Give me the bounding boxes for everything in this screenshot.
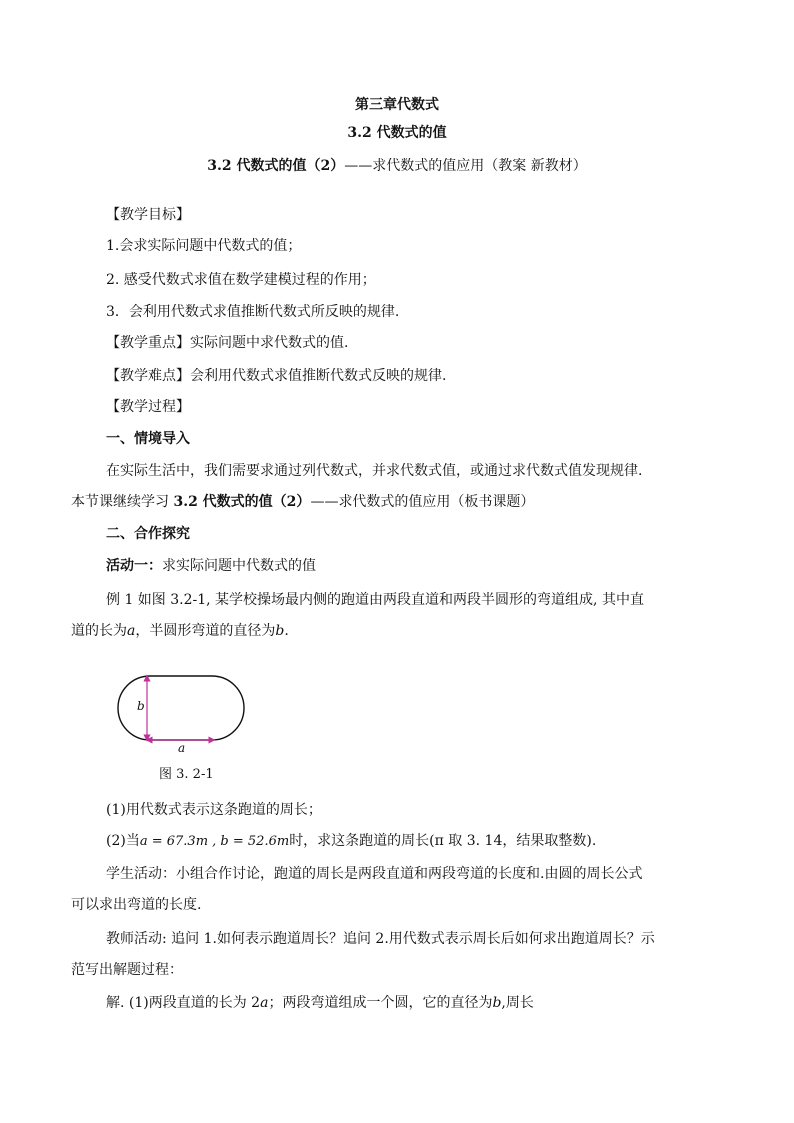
var-b: b	[275, 623, 285, 639]
question-2-condition: a = 67.3m , b = 52.6m	[139, 834, 290, 849]
process-label: 【教学过程】	[106, 399, 190, 415]
teacher-line2: 范写出解题过程：	[71, 962, 183, 978]
solution-pre: 解. (1)两段直道的长为 2	[106, 995, 261, 1011]
objectives-label: 【教学目标】	[106, 207, 190, 223]
difficulty-label: 【教学难点】	[106, 368, 190, 384]
objective-item: 3．会利用代数式求值推断代数式所反映的规律.	[106, 304, 400, 320]
question-1: (1)用代数式表示这条跑道的周长；	[106, 802, 322, 818]
activity-text: 求实际问题中代数式的值	[162, 558, 316, 574]
key-point	[106, 333, 348, 353]
lesson-title-bold: 3.2 代数式的值（2）	[207, 158, 345, 174]
lesson-title-rest: ——求代数式的值应用（教案 新教材）	[344, 158, 587, 174]
part1-line2-pre: 本节课继续学习	[71, 494, 174, 510]
example-line2-pre: 道的长为	[71, 623, 127, 639]
solution-var-b: b	[492, 995, 502, 1011]
part1-heading: 一、情境导入	[106, 431, 190, 447]
example-line2-mid: ，半圆形弯道的直径为	[135, 623, 276, 639]
example-line2	[71, 621, 289, 641]
part1-line2-post: ——求代数式的值应用（板书课题）	[310, 494, 535, 510]
objective-item: 1.会求实际问题中代数式的值；	[106, 238, 302, 254]
var-a: a	[127, 623, 136, 639]
example-line1: 例 1 如图 3.2-1, 某学校操场最内侧的跑道由两段直道和两段半圆形的弯道组成, 其中直	[106, 592, 644, 608]
section-title: 3.2 代数式的值	[347, 125, 447, 141]
activity-label: 活动一：	[106, 558, 162, 574]
difficulty-text: 会利用代数式求值推断代数式反映的规律.	[190, 368, 447, 384]
chapter-title: 第三章代数式	[355, 97, 439, 113]
question-2	[106, 831, 596, 852]
teacher-line1: 教师活动: 追问 1.如何表示跑道周长？追问 2.用代数式表示周长后如何求出跑道周长？示	[106, 931, 655, 947]
student-line2: 可以求出弯道的长度.	[71, 897, 202, 913]
part1-line2-bold: 3.2 代数式的值（2）	[173, 494, 311, 510]
example-line2-end: .	[284, 623, 289, 639]
part2-heading: 二、合作探究	[106, 526, 190, 542]
key-point-label: 【教学重点】	[106, 335, 190, 351]
part1-line2	[71, 492, 534, 512]
solution-post: ,周长	[501, 995, 534, 1011]
solution-mid: ；两段弯道组成一个圆，它的直径为	[268, 995, 493, 1011]
objective-item: 2. 感受代数式求值在数学建模过程的作用；	[106, 272, 376, 288]
difficulty	[106, 366, 446, 386]
figure-label-a: a	[178, 741, 186, 755]
question-2-pre: (2)当	[106, 833, 140, 849]
question-2-post: 时，求这条跑道的周长(π 取 3. 14，结果取整数).	[289, 833, 597, 849]
key-point-text: 实际问题中求代数式的值.	[190, 335, 349, 351]
figure-caption: 图 3. 2-1	[159, 767, 214, 782]
solution-line	[106, 993, 534, 1013]
part1-line1: 在实际生活中，我们需要求通过列代数式，并求代数式值，或通过求代数式值发现规律.	[106, 463, 643, 479]
figure-label-b: b	[137, 699, 145, 713]
lesson-title	[0, 155, 794, 175]
student-line1: 学生活动：小组合作讨论，跑道的周长是两段直道和两段弯道的长度和.由圆的周长公式	[106, 866, 643, 882]
activity-one	[106, 556, 316, 576]
solution-var-a: a	[260, 995, 269, 1011]
